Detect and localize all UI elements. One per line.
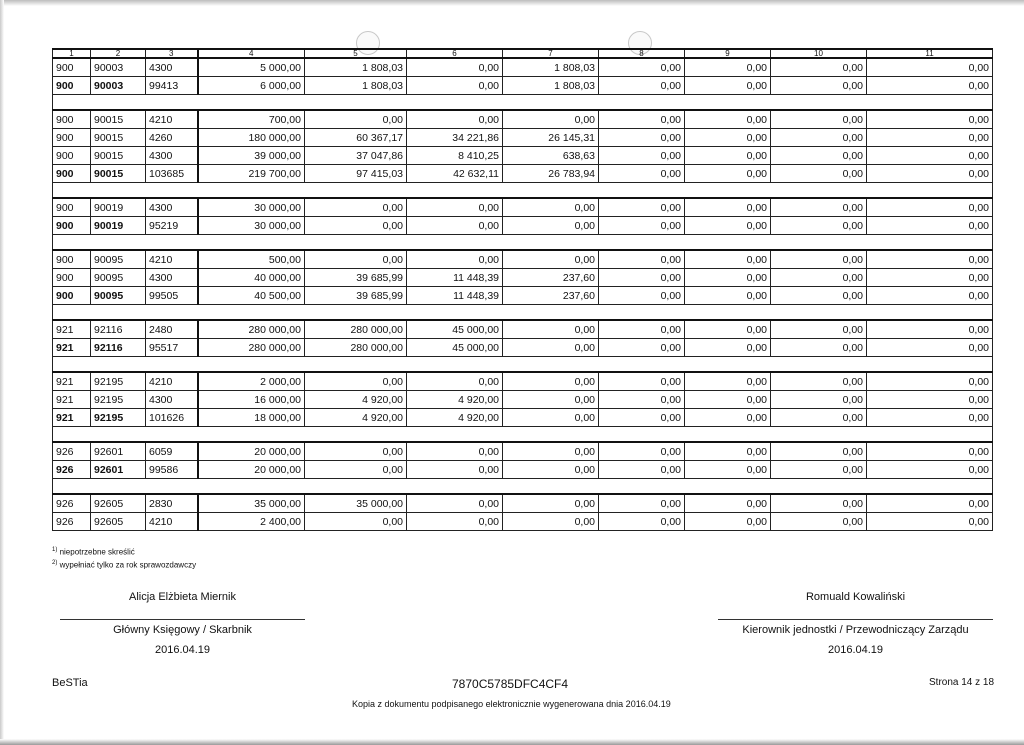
table-cell: 0,00 <box>305 461 407 479</box>
table-cell: 0,00 <box>407 217 503 235</box>
table-cell: 900 <box>53 147 91 165</box>
table-cell: 26 783,94 <box>503 165 599 183</box>
table-cell: 0,00 <box>867 494 993 513</box>
table-cell: 0,00 <box>503 217 599 235</box>
table-cell: 4210 <box>146 513 198 531</box>
column-header: 9 <box>685 49 771 58</box>
table-cell: 0,00 <box>599 217 685 235</box>
table-cell: 0,00 <box>407 442 503 461</box>
table-cell: 101626 <box>146 409 198 427</box>
table-cell: 2480 <box>146 320 198 339</box>
table-cell: 921 <box>53 391 91 409</box>
group-separator <box>53 305 993 321</box>
table-cell: 39 685,99 <box>305 269 407 287</box>
table-cell: 0,00 <box>771 409 867 427</box>
table-cell: 0,00 <box>867 513 993 531</box>
table-cell: 0,00 <box>305 513 407 531</box>
table-cell: 0,00 <box>599 269 685 287</box>
table-cell: 4210 <box>146 372 198 391</box>
table-cell: 42 632,11 <box>407 165 503 183</box>
table-cell: 20 000,00 <box>198 461 305 479</box>
table-cell: 900 <box>53 287 91 305</box>
table-cell: 0,00 <box>685 58 771 77</box>
table-cell: 926 <box>53 442 91 461</box>
table-cell: 0,00 <box>771 77 867 95</box>
table-cell: 900 <box>53 217 91 235</box>
table-cell: 0,00 <box>599 287 685 305</box>
table-cell: 0,00 <box>771 494 867 513</box>
table-cell: 4210 <box>146 250 198 269</box>
table-cell: 39 000,00 <box>198 147 305 165</box>
table-cell: 92195 <box>91 391 146 409</box>
table-cell: 0,00 <box>771 217 867 235</box>
table-cell: 0,00 <box>599 129 685 147</box>
table-cell: 0,00 <box>867 58 993 77</box>
table-cell: 0,00 <box>599 320 685 339</box>
table-cell: 0,00 <box>771 129 867 147</box>
table-cell: 4300 <box>146 147 198 165</box>
table-cell: 0,00 <box>685 165 771 183</box>
column-header: 3 <box>146 49 198 58</box>
table-cell: 97 415,03 <box>305 165 407 183</box>
table-cell: 0,00 <box>685 147 771 165</box>
table-cell: 92605 <box>91 494 146 513</box>
table-cell: 0,00 <box>867 250 993 269</box>
table-cell: 37 047,86 <box>305 147 407 165</box>
table-cell: 90003 <box>91 58 146 77</box>
table-cell: 11 448,39 <box>407 269 503 287</box>
table-cell: 0,00 <box>685 372 771 391</box>
table-cell: 921 <box>53 320 91 339</box>
scan-edge-top <box>0 0 1024 6</box>
table-cell: 35 000,00 <box>198 494 305 513</box>
table-cell: 0,00 <box>867 372 993 391</box>
document-code: 7870C5785DFC4CF4 <box>452 677 569 691</box>
table-row <box>53 269 993 287</box>
table-cell: 6 000,00 <box>198 77 305 95</box>
table-cell: 4 920,00 <box>407 409 503 427</box>
table-cell: 8 410,25 <box>407 147 503 165</box>
table-row <box>53 198 993 217</box>
table-cell: 0,00 <box>599 147 685 165</box>
table-cell: 180 000,00 <box>198 129 305 147</box>
column-header: 11 <box>867 49 993 58</box>
page-number: Strona 14 z 18 <box>929 677 995 688</box>
group-separator <box>53 479 993 495</box>
table-cell: 0,00 <box>599 250 685 269</box>
table-cell: 1 808,03 <box>503 58 599 77</box>
table-cell: 35 000,00 <box>305 494 407 513</box>
table-cell: 0,00 <box>771 461 867 479</box>
table-cell: 0,00 <box>599 165 685 183</box>
table-cell: 0,00 <box>503 391 599 409</box>
table-cell: 900 <box>53 129 91 147</box>
table-row <box>53 494 993 513</box>
table-cell: 4210 <box>146 110 198 129</box>
table-row <box>53 129 993 147</box>
table-cell: 0,00 <box>599 77 685 95</box>
table-cell: 99413 <box>146 77 198 95</box>
table-cell: 92195 <box>91 372 146 391</box>
table-cell: 0,00 <box>599 372 685 391</box>
table-cell: 92116 <box>91 339 146 357</box>
table-cell: 0,00 <box>599 442 685 461</box>
table-cell: 0,00 <box>407 110 503 129</box>
table-row-total <box>53 165 993 183</box>
table-cell: 0,00 <box>503 110 599 129</box>
column-header: 5 <box>305 49 407 58</box>
signature-role: Kierownik jednostki / Przewodniczący Zarządu <box>742 624 969 636</box>
table-cell: 0,00 <box>407 372 503 391</box>
signature-line <box>718 619 993 620</box>
table-cell: 0,00 <box>867 147 993 165</box>
table-cell: 0,00 <box>503 339 599 357</box>
table-cell: 0,00 <box>867 165 993 183</box>
table-cell: 0,00 <box>867 409 993 427</box>
table-cell: 926 <box>53 461 91 479</box>
table-cell: 4 920,00 <box>305 391 407 409</box>
signature-manager <box>718 591 993 656</box>
table-cell: 95517 <box>146 339 198 357</box>
table-row <box>53 391 993 409</box>
table-row-total <box>53 287 993 305</box>
table-cell: 0,00 <box>685 77 771 95</box>
table-cell: 92601 <box>91 461 146 479</box>
table-cell: 99505 <box>146 287 198 305</box>
table-cell: 0,00 <box>503 409 599 427</box>
table-cell: 40 000,00 <box>198 269 305 287</box>
table-cell: 4300 <box>146 198 198 217</box>
table-cell: 90015 <box>91 165 146 183</box>
table-cell: 2 400,00 <box>198 513 305 531</box>
table-cell: 39 685,99 <box>305 287 407 305</box>
table-cell: 90015 <box>91 129 146 147</box>
table-cell: 30 000,00 <box>198 217 305 235</box>
table-cell: 92605 <box>91 513 146 531</box>
table-cell: 40 500,00 <box>198 287 305 305</box>
table-cell: 0,00 <box>407 77 503 95</box>
table-cell: 90015 <box>91 110 146 129</box>
table-cell: 92116 <box>91 320 146 339</box>
table-row <box>53 58 993 77</box>
table-cell: 0,00 <box>503 461 599 479</box>
table-cell: 99586 <box>146 461 198 479</box>
table-cell: 0,00 <box>867 391 993 409</box>
signature-name: Romuald Kowaliński <box>805 591 906 603</box>
table-cell: 1 808,03 <box>305 77 407 95</box>
table-row <box>53 513 993 531</box>
table-cell: 90095 <box>91 269 146 287</box>
table-cell: 0,00 <box>407 198 503 217</box>
table-cell: 103685 <box>146 165 198 183</box>
table-cell: 900 <box>53 110 91 129</box>
table-cell: 900 <box>53 165 91 183</box>
footnote-2: $^{2)}$ wypełniać tylko za rok sprawozdawczy <box>52 559 197 570</box>
table-cell: 500,00 <box>198 250 305 269</box>
table-cell: 0,00 <box>599 513 685 531</box>
table-cell: 0,00 <box>599 58 685 77</box>
table-cell: 0,00 <box>771 110 867 129</box>
table-cell: 921 <box>53 339 91 357</box>
table-row <box>53 250 993 269</box>
table-cell: 280 000,00 <box>305 320 407 339</box>
table-cell: 921 <box>53 372 91 391</box>
table-row <box>53 110 993 129</box>
table-cell: 0,00 <box>305 372 407 391</box>
table-row-total <box>53 217 993 235</box>
table-cell: 0,00 <box>685 409 771 427</box>
table-cell: 0,00 <box>305 110 407 129</box>
column-header: 1 <box>53 49 91 58</box>
table-cell: 90003 <box>91 77 146 95</box>
table-cell: 0,00 <box>771 287 867 305</box>
table-cell: 0,00 <box>771 391 867 409</box>
table-cell: 0,00 <box>685 494 771 513</box>
table-cell: 0,00 <box>771 58 867 77</box>
table-cell: 900 <box>53 250 91 269</box>
signature-line <box>60 619 305 620</box>
table-cell: 90015 <box>91 147 146 165</box>
table-cell: 0,00 <box>503 513 599 531</box>
app-name: BeSTia <box>52 677 88 689</box>
table-cell: 90019 <box>91 198 146 217</box>
table-cell: 0,00 <box>503 494 599 513</box>
table-cell: 5 000,00 <box>198 58 305 77</box>
table-cell: 280 000,00 <box>198 320 305 339</box>
table-cell: 237,60 <box>503 269 599 287</box>
table-cell: 30 000,00 <box>198 198 305 217</box>
table-cell: 237,60 <box>503 287 599 305</box>
table-cell: 0,00 <box>685 391 771 409</box>
table-cell: 926 <box>53 494 91 513</box>
table-cell: 0,00 <box>867 339 993 357</box>
column-header: 4 <box>198 49 305 58</box>
table-cell: 0,00 <box>867 217 993 235</box>
table-row-total <box>53 339 993 357</box>
table-cell: 921 <box>53 409 91 427</box>
table-row <box>53 442 993 461</box>
table-cell: 4260 <box>146 129 198 147</box>
scan-edge-bottom <box>0 739 1024 745</box>
column-header: 7 <box>503 49 599 58</box>
table-cell: 34 221,86 <box>407 129 503 147</box>
table-cell: 92195 <box>91 409 146 427</box>
table-cell: 0,00 <box>305 250 407 269</box>
table-row-total <box>53 461 993 479</box>
table-cell: 4300 <box>146 391 198 409</box>
table-cell: 0,00 <box>599 461 685 479</box>
signature-name: Alicja Elżbieta Miernik <box>129 591 236 603</box>
table-cell: 60 367,17 <box>305 129 407 147</box>
table-cell: 1 808,03 <box>305 58 407 77</box>
table-row-total <box>53 77 993 95</box>
footnotes <box>52 545 196 570</box>
table-cell: 2 000,00 <box>198 372 305 391</box>
table-cell: 0,00 <box>407 58 503 77</box>
group-separator <box>53 95 993 111</box>
table-row-total <box>53 409 993 427</box>
signature-date: 2016.04.19 <box>154 644 211 656</box>
table-cell: 95219 <box>146 217 198 235</box>
table-cell: 0,00 <box>771 147 867 165</box>
group-separator <box>53 183 993 199</box>
table-cell: 0,00 <box>867 110 993 129</box>
table-cell: 92601 <box>91 442 146 461</box>
table-cell: 0,00 <box>685 287 771 305</box>
scan-edge-left <box>0 0 4 745</box>
table-cell: 0,00 <box>867 77 993 95</box>
table-cell: 0,00 <box>407 461 503 479</box>
table-cell: 0,00 <box>305 198 407 217</box>
group-separator <box>53 357 993 373</box>
table-cell: 0,00 <box>867 442 993 461</box>
table-cell: 0,00 <box>685 110 771 129</box>
table-cell: 0,00 <box>599 339 685 357</box>
column-header-row <box>53 49 993 58</box>
table-cell: 0,00 <box>685 129 771 147</box>
table-cell: 0,00 <box>685 320 771 339</box>
table-cell: 0,00 <box>305 442 407 461</box>
table-cell: 0,00 <box>771 372 867 391</box>
column-header: 10 <box>771 49 867 58</box>
table-cell: 26 145,31 <box>503 129 599 147</box>
table-cell: 0,00 <box>867 198 993 217</box>
group-separator <box>53 235 993 251</box>
table-cell: 0,00 <box>867 129 993 147</box>
table-cell: 700,00 <box>198 110 305 129</box>
table-cell: 0,00 <box>599 391 685 409</box>
table-cell: 0,00 <box>771 198 867 217</box>
table-cell: 90019 <box>91 217 146 235</box>
table-cell: 90095 <box>91 250 146 269</box>
table-cell: 219 700,00 <box>198 165 305 183</box>
table-row <box>53 320 993 339</box>
group-separator <box>53 427 993 443</box>
table-cell: 0,00 <box>771 339 867 357</box>
table-cell: 0,00 <box>685 250 771 269</box>
table-cell: 0,00 <box>867 287 993 305</box>
table-cell: 638,63 <box>503 147 599 165</box>
table-cell: 45 000,00 <box>407 320 503 339</box>
column-header: 6 <box>407 49 503 58</box>
table-cell: 0,00 <box>771 250 867 269</box>
table-cell: 0,00 <box>685 198 771 217</box>
table-cell: 900 <box>53 269 91 287</box>
table-cell: 90095 <box>91 287 146 305</box>
table-cell: 900 <box>53 77 91 95</box>
table-cell: 0,00 <box>867 269 993 287</box>
table-cell: 1 808,03 <box>503 77 599 95</box>
table-cell: 0,00 <box>771 442 867 461</box>
table-cell: 4300 <box>146 269 198 287</box>
signature-role: Główny Księgowy / Skarbnik <box>113 624 252 636</box>
table-cell: 0,00 <box>685 269 771 287</box>
table-cell: 0,00 <box>503 442 599 461</box>
table-cell: 45 000,00 <box>407 339 503 357</box>
table-cell: 0,00 <box>407 494 503 513</box>
table-cell: 0,00 <box>867 320 993 339</box>
table-cell: 11 448,39 <box>407 287 503 305</box>
table-cell: 16 000,00 <box>198 391 305 409</box>
table-cell: 6059 <box>146 442 198 461</box>
table-cell: 0,00 <box>503 198 599 217</box>
table-cell: 0,00 <box>771 165 867 183</box>
table-cell: 926 <box>53 513 91 531</box>
table-cell: 4300 <box>146 58 198 77</box>
table-cell: 18 000,00 <box>198 409 305 427</box>
table-cell: 0,00 <box>685 339 771 357</box>
table-cell: 0,00 <box>407 513 503 531</box>
table-cell: 0,00 <box>599 110 685 129</box>
column-header: 8 <box>599 49 685 58</box>
table-cell: 0,00 <box>771 269 867 287</box>
table-cell: 0,00 <box>685 217 771 235</box>
table-cell: 4 920,00 <box>407 391 503 409</box>
table-cell: 0,00 <box>685 513 771 531</box>
footnote-1: $^{1)}$ niepotrzebne skreślić <box>52 547 135 557</box>
table-cell: 0,00 <box>867 461 993 479</box>
table-cell: 4 920,00 <box>305 409 407 427</box>
copy-note: Kopia z dokumentu podpisanego elektronicznie wygenerowana dnia 2016.04.19 <box>352 699 671 709</box>
table-cell: 0,00 <box>599 409 685 427</box>
table-cell: 900 <box>53 58 91 77</box>
table-row <box>53 147 993 165</box>
table-cell: 280 000,00 <box>305 339 407 357</box>
table-cell: 0,00 <box>599 494 685 513</box>
table-cell: 0,00 <box>407 250 503 269</box>
table-cell: 0,00 <box>771 513 867 531</box>
table-cell: 0,00 <box>305 217 407 235</box>
table-cell: 0,00 <box>685 442 771 461</box>
table-cell: 20 000,00 <box>198 442 305 461</box>
table-cell: 0,00 <box>503 250 599 269</box>
table-cell: 0,00 <box>503 372 599 391</box>
table-cell: 280 000,00 <box>198 339 305 357</box>
table-cell: 0,00 <box>771 320 867 339</box>
table-cell: 0,00 <box>685 461 771 479</box>
table-cell: 2830 <box>146 494 198 513</box>
signature-date: 2016.04.19 <box>827 644 884 656</box>
table-cell: 900 <box>53 198 91 217</box>
signature-accountant <box>60 591 305 656</box>
table-cell: 0,00 <box>503 320 599 339</box>
budget-table <box>52 48 993 531</box>
column-header: 2 <box>91 49 146 58</box>
table-cell: 0,00 <box>599 198 685 217</box>
table-row <box>53 372 993 391</box>
